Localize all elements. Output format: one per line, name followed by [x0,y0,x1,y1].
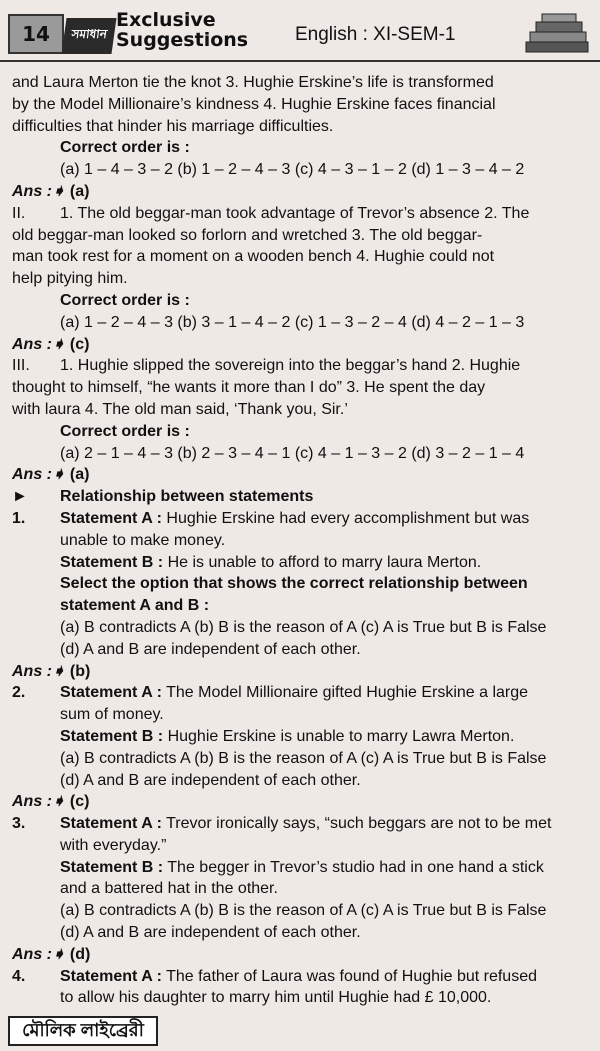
page-number: 14 [8,14,64,54]
publisher-footer: মৌলিক লাইব্রেরী [8,1016,158,1046]
statement-b-label: Statement B : [60,553,164,571]
question-1-line-2: by the Model Millionaire’s kindness 4. Hughie Erskine faces financial [12,95,496,113]
answer-label: Ans : [12,793,52,811]
books-icon [522,12,592,56]
brand-line-1: Exclusive [116,9,216,31]
statement-b-continued: and a battered hat in the other. [60,880,278,898]
brand-title [116,10,248,50]
answer-line [12,791,592,813]
arrow-icon: ➧ [52,335,70,353]
arrow-icon: ➧ [52,182,70,200]
correct-order-label: Correct order is : [60,422,190,440]
answer-label: Ans : [12,466,52,484]
question-1-line-1: and Laura Merton tie the knot 3. Hughie Erskine’s life is transformed [12,74,494,91]
statement-a-text: Trevor ironically says, “such beggars are not to be met [161,815,552,833]
question-2 [12,203,592,356]
question-number: III. [12,357,30,375]
brand-line-2: Suggestions [116,29,249,51]
correct-order-label: Correct order is : [60,139,190,157]
statement-b-text: He is unable to afford to marry laura Merton. [163,553,482,571]
statement-a-continued: with everyday.” [60,836,167,854]
answer-label: Ans : [12,945,52,963]
statement-a-continued: unable to make money. [60,531,226,549]
options-line-1: (a) B contradicts A (b) B is the reason of A (c) A is True but B is False [60,618,547,636]
arrow-icon: ➧ [52,466,70,484]
select-instruction-line-1: Select the option that shows the correct relationship between [60,575,528,593]
select-instruction-line-2: statement A and B : [60,597,210,615]
question-number: 4. [12,967,26,985]
relationship-question-1 [12,508,592,682]
options-line-1: (a) B contradicts A (b) B is the reason of A (c) A is True but B is False [60,749,547,767]
statement-a-text: Hughie Erskine had every accomplishment but was [161,509,530,527]
question-3-line-3: with laura 4. The old man said, ‘Thank you, Sir.’ [12,400,348,418]
answer-line [12,464,592,486]
statement-b-label: Statement B : [60,858,164,876]
options-line-2: (d) A and B are independent of each other. [60,924,361,942]
question-2-line-4: help pitying him. [12,270,128,288]
relationship-question-2 [12,682,592,813]
statement-a-label: Statement A : [60,967,162,985]
section-heading [12,486,592,508]
answer-label: Ans : [12,662,52,680]
question-3-line-2: thought to himself, “he wants it more than I do” 3. He spent the day [12,379,486,397]
statement-b-text: Hughie Erskine is unable to marry Lawra Merton. [163,727,515,745]
statement-a-label: Statement A : [60,509,162,527]
question-number: 3. [12,815,26,833]
question-1-line-3: difficulties that hinder his marriage difficulties. [12,117,334,135]
section-title: Relationship between statements [60,488,314,506]
answer-line [12,661,592,683]
answer-line [12,944,592,966]
arrow-icon: ➧ [52,945,70,963]
question-1 [12,72,592,203]
statement-a-continued: to allow his daughter to marry him until Hughie had £ 10,000. [60,989,492,1007]
statement-a-continued: sum of money. [60,706,164,724]
statement-b-text: The begger in Trevor’s studio had in one hand a stick [163,858,544,876]
answer-line [12,181,592,203]
answer-value: (b) [69,662,91,680]
question-2-line-3: man took rest for a moment on a wooden bench 4. Hughie could not [12,248,495,266]
statement-a-label: Statement A : [60,684,162,702]
answer-value: (c) [69,335,90,353]
answer-value: (c) [69,793,90,811]
arrow-icon: ➧ [52,662,70,680]
question-2-line-1: 1. The old beggar-man took advantage of Trevor’s absence 2. The [60,204,530,222]
question-3 [12,355,592,486]
statement-a-text: The Model Millionaire gifted Hughie Erskine a large [161,684,529,702]
options-line-2: (d) A and B are independent of each other. [60,640,361,658]
answer-label: Ans : [12,182,52,200]
options-line: (a) 2 – 1 – 4 – 3 (b) 2 – 3 – 4 – 1 (c) 4 – 1 – 3 – 2 (d) 3 – 2 – 1 – 4 [60,444,525,462]
answer-value: (a) [69,466,90,484]
subject-title: English : XI-SEM-1 [295,24,456,45]
options-line: (a) 1 – 2 – 4 – 3 (b) 3 – 1 – 4 – 2 (c) 1 – 3 – 2 – 4 (d) 4 – 2 – 1 – 3 [60,313,525,331]
statement-a-text: The father of Laura was found of Hughie but refused [161,967,537,985]
answer-label: Ans : [12,335,52,353]
statement-b-label: Statement B : [60,727,164,745]
relationship-question-3 [12,813,592,966]
answer-value: (d) [69,945,91,963]
options-line: (a) 1 – 4 – 3 – 2 (b) 1 – 2 – 4 – 3 (c) 4 – 3 – 1 – 2 (d) 1 – 3 – 4 – 2 [60,161,525,179]
page-content [12,72,592,1009]
arrow-icon: ➧ [52,793,70,811]
answer-line [12,334,592,356]
question-number: 2. [12,684,26,702]
statement-a-label: Statement A : [60,815,162,833]
question-number: II. [12,204,26,222]
answer-value: (a) [69,182,90,200]
options-line-2: (d) A and B are independent of each other. [60,771,361,789]
relationship-question-4 [12,966,592,1010]
options-line-1: (a) B contradicts A (b) B is the reason of A (c) A is True but B is False [60,902,547,920]
brand-badge: সমাধান [61,18,116,54]
correct-order-label: Correct order is : [60,291,190,309]
question-3-line-1: 1. Hughie slipped the sovereign into the beggar’s hand 2. Hughie [60,357,521,375]
question-2-line-2: old beggar-man looked so forlorn and wretched 3. The old beggar- [12,226,483,244]
page-header [0,0,600,62]
section-bullet-icon: ► [12,488,28,506]
question-number: 1. [12,509,26,527]
